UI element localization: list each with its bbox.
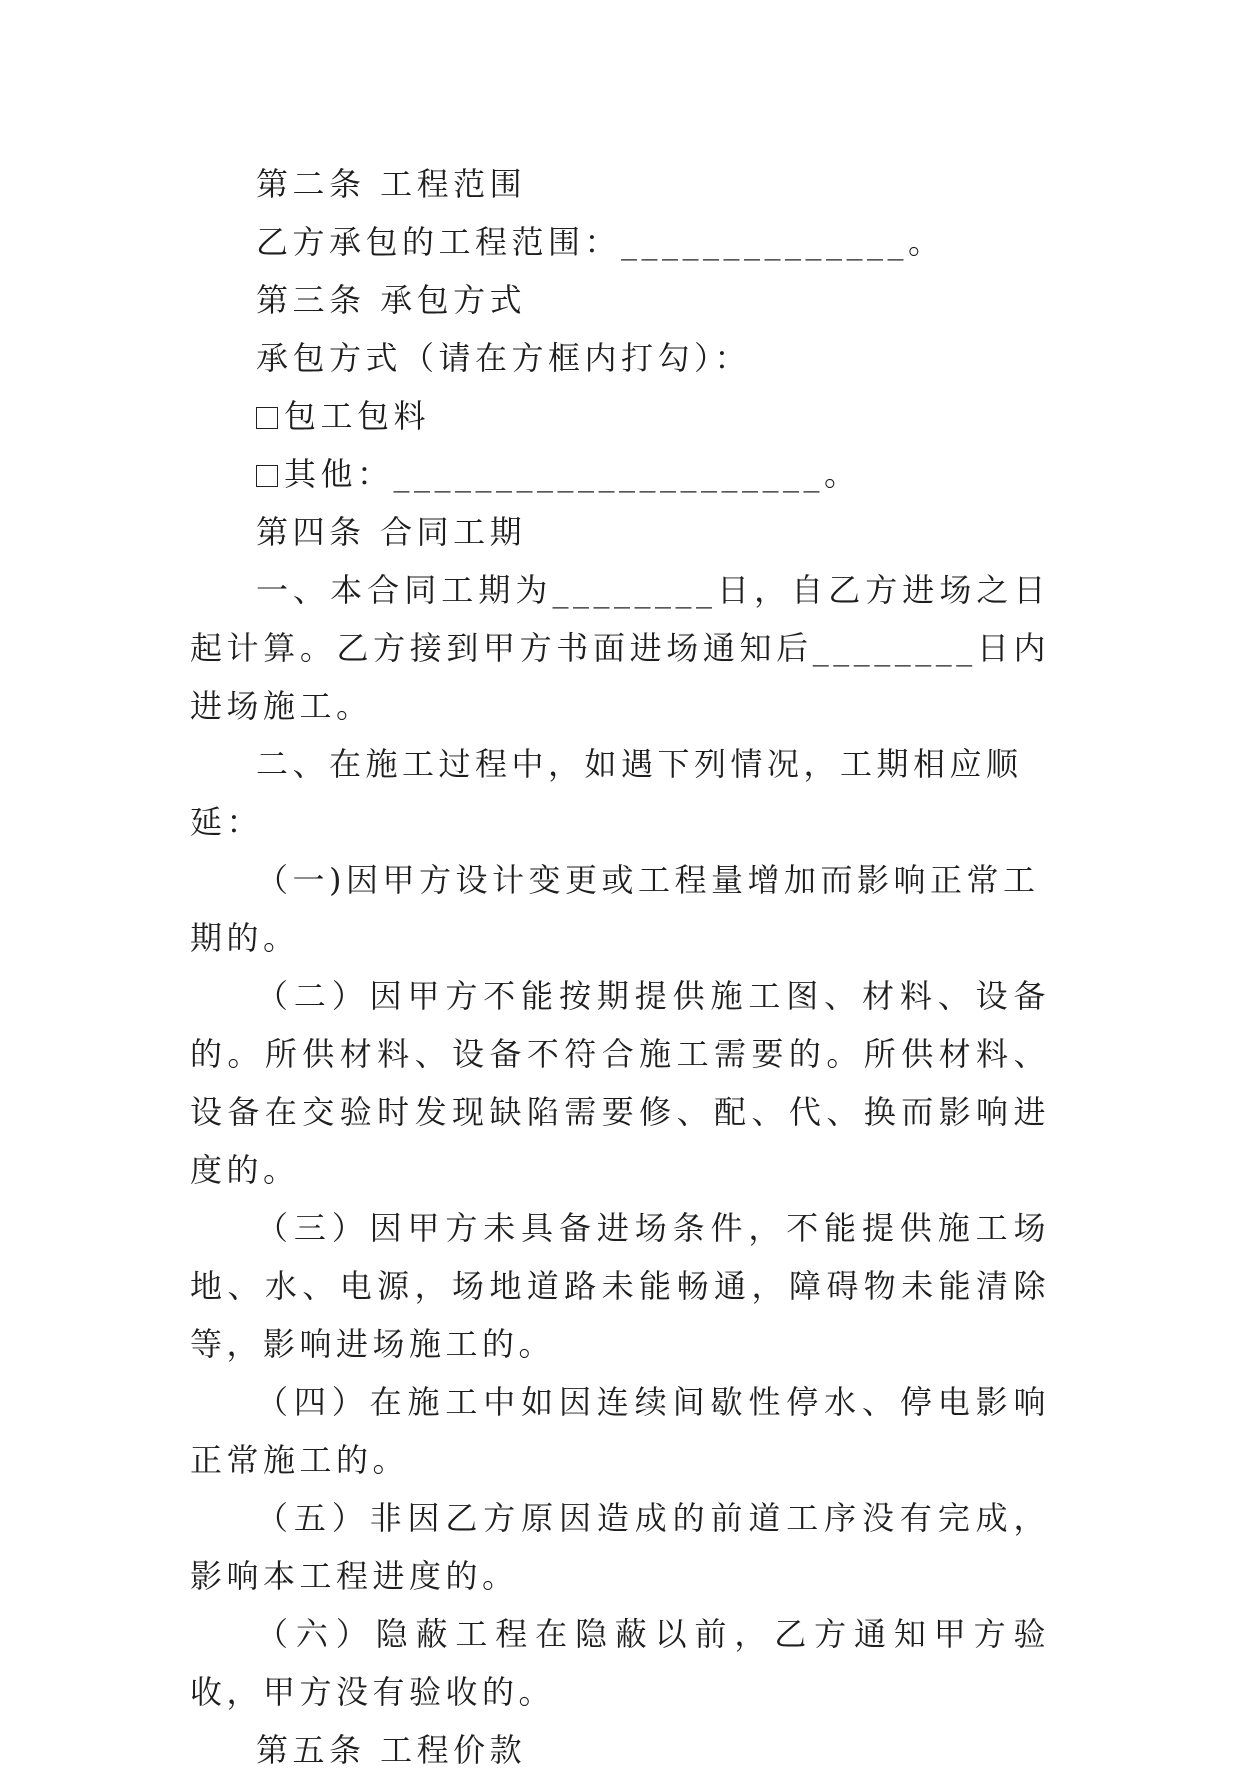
paragraph-extension: 二、在施工过程中，如遇下列情况，工期相应顺延： [190, 745, 1023, 841]
option-labor-materials [190, 387, 1050, 445]
item-4: （四）在施工中如因连续间歇性停水、停电影响正常施工的。 [190, 1383, 1050, 1479]
item-5: （五）非因乙方原因造成的前道工序没有完成，影响本工程进度的。 [190, 1499, 1050, 1595]
item-6: （六）隐蔽工程在隐蔽以前，乙方通知甲方验收，甲方没有验收的。 [190, 1615, 1050, 1711]
contract-text [190, 155, 1050, 1779]
contract-mode-prompt: 承包方式（请在方框内打勾）： [256, 339, 752, 377]
article-4-heading: 第四条 合同工期 [256, 513, 527, 551]
article-5-heading: 第五条 工程价款 [256, 1731, 527, 1769]
item-2: （二）因甲方不能按期提供施工图、材料、设备的。所供材料、设备不符合施工需要的。所供材料、设备在交验时发现缺陷需要修、配、代、换而影响进度的。 [190, 977, 1050, 1189]
scope-line: 乙方承包的工程范围：______________。 [256, 223, 945, 261]
option-label: 其他：_____________________。 [284, 455, 861, 493]
article-3-heading: 第三条 承包方式 [256, 281, 527, 319]
checkbox-icon[interactable] [256, 465, 278, 487]
article-2-heading: 第二条 工程范围 [256, 165, 527, 203]
option-label: 包工包料 [284, 397, 431, 435]
checkbox-icon[interactable] [256, 407, 278, 429]
item-1: （一)因甲方设计变更或工程量增加而影响正常工期的。 [190, 861, 1040, 957]
paragraph-duration: 一、本合同工期为________日，自乙方进场之日起计算。乙方接到甲方书面进场通知后________日内进场施工。 [190, 571, 1050, 725]
option-other [190, 445, 1050, 503]
item-3: （三）因甲方未具备进场条件，不能提供施工场地、水、电源，场地道路未能畅通，障碍物未能清除等，影响进场施工的。 [190, 1209, 1050, 1363]
